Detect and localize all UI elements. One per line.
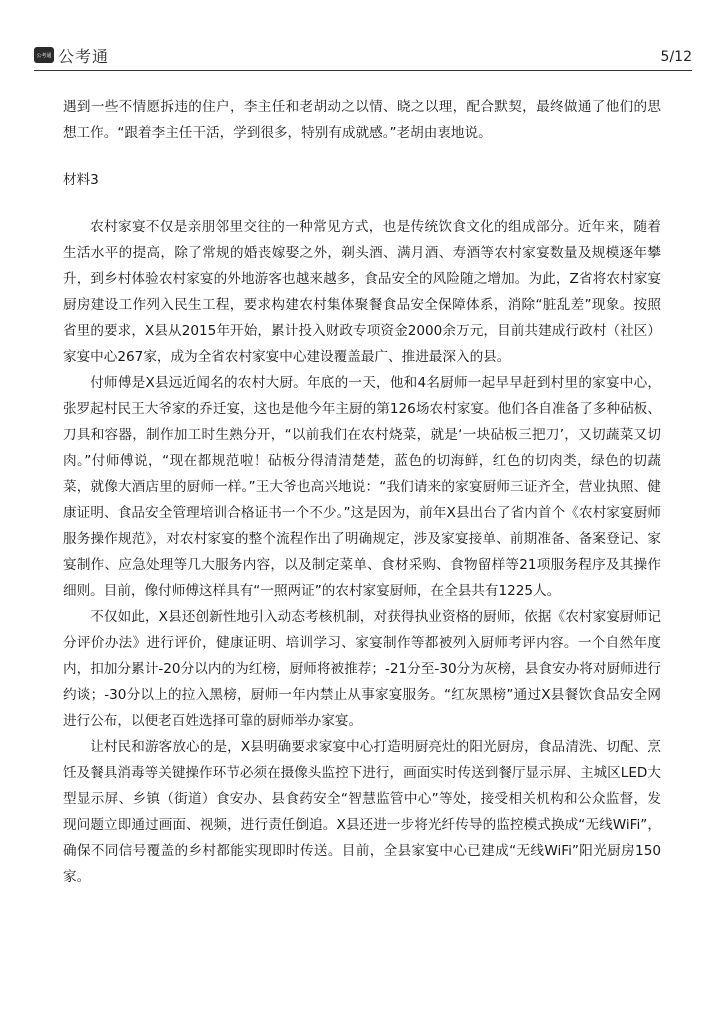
body-paragraph: 付师傅是X县远近闻名的农村大厨。年底的一天，他和4名厨师一起早早赶到村里的家宴中心，张罗起村民王大爷家的乔迁宴，这也是他今年主厨的第126场农村家宴。他们各自准备了多种砧板、刀具和容器，制作加工时生熟分开，“以前我们在农村烧菜，就是‘一块砧板三把刀’，又切蔬菜又切肉。”付师傅说，“现在都规范啦！砧板分得清清楚楚，蓝色的切海鲜，红色的切肉类，绿色的切蔬菜，就像大酒店里的厨师一样。”王大爷也高兴地说：“我们请来的家宴厨师三证齐全，营业执照、健康证明、食品安全管理培训合格证书一个不少。”这是因为，前年X县出台了省内首个《农村家宴厨师服务操作规范》，对农村家宴的整个流程作出了明确规定，涉及家宴接单、前期准备、备案登记、家宴制作、应急处理等几大服务内容，以及制定菜单、食材采购、食物留样等21项服务程序及其操作细则。目前，像付师傅这样具有“一照两证”的农村家宴厨师，在全县共有1225人。	[63, 375, 661, 599]
section-title: 材料3	[63, 172, 99, 188]
body-paragraph: 农村家宴不仅是亲朋邻里交往的一种常见方式，也是传统饮食文化的组成部分。近年来，随着生活水平的提高，除了常规的婚丧嫁娶之外，剃头酒、满月酒、寿酒等农村家宴数量及规模逐年攀升，到乡村体验农村家宴的外地游客也越来越多，食品安全的风险随之增加。为此，Z省将农村家宴厨房建设工作列入民生工程，要求构建农村集体聚餐食品安全保障体系，消除“脏乱差”现象。按照省里的要求，X县从2015年开始，累计投入财政专项资金2000余万元，目前共建成行政村（社区）家宴中心267家，成为全省农村家宴中心建设覆盖最广、推进最深入的县。	[63, 219, 661, 365]
intro-paragraph: 遇到一些不情愿拆违的住户，李主任和老胡动之以情、晓之以理，配合默契，最终做通了他们的思想工作。“跟着李主任干活，学到很多，特别有成就感。”老胡由衷地说。	[63, 99, 661, 141]
logo-icon: 公考通	[34, 47, 54, 63]
page-header	[34, 44, 692, 71]
logo-text: 公考通	[58, 46, 110, 66]
brand-logo	[34, 45, 109, 65]
page-number: 5/12	[660, 49, 692, 65]
body-paragraph: 不仅如此，X县还创新性地引入动态考核机制，对获得执业资格的厨师，依据《农村家宴厨师记分评价办法》进行评价，健康证明、培训学习、家宴制作等都被列入厨师考评内容。一个自然年度内，扣加分累计-20分以内的为红榜，厨师将被推荐；-21分至-30分为灰榜，县食安办将对厨师进行约谈；-30分以上的拉入黑榜，厨师一年内禁止从事家宴服务。“红灰黑榜”通过X县餐饮食品安全网进行公布，以便老百姓选择可靠的厨师举办家宴。	[63, 609, 661, 729]
document-body	[63, 94, 661, 890]
body-paragraph: 让村民和游客放心的是，X县明确要求家宴中心打造明厨亮灶的阳光厨房，食品清洗、切配、烹饪及餐具消毒等关键操作环节必须在摄像头监控下进行，画面实时传送到餐厅显示屏、主城区LED大型显示屏、乡镇（街道）食安办、县食药安全“智慧监管中心”等处，接受相关机构和公众监督，发现问题立即通过画面、视频，进行责任倒追。X县还进一步将光纤传导的监控模式换成“无线WiFi”，确保不同信号覆盖的乡村都能实现即时传送。目前，全县家宴中心已建成“无线WiFi”阳光厨房150家。	[63, 739, 661, 885]
